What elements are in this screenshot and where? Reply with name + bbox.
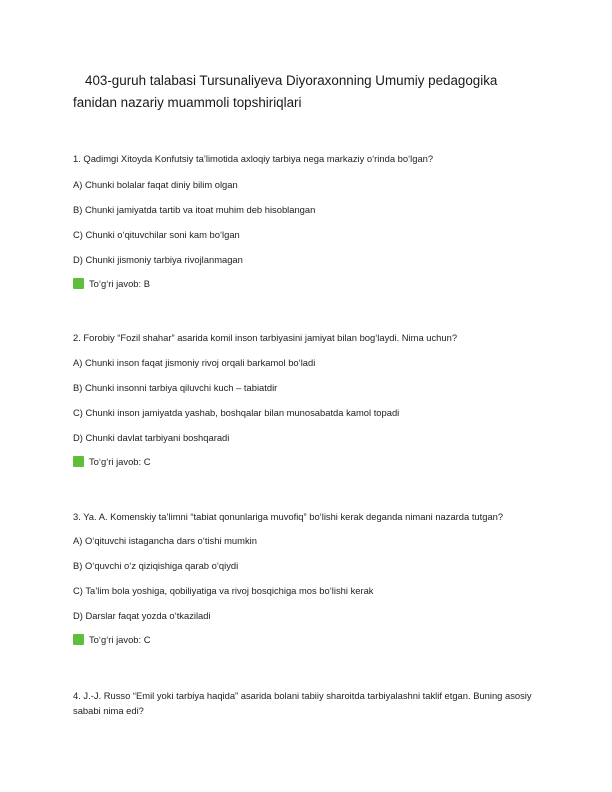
option-d: D) Chunki davlat tarbiyani boshqaradi (73, 432, 230, 443)
option-b: B) Chunki jamiyatda tartib va itoat muhim deb hisoblangan (73, 204, 316, 215)
question-text: 2. Forobiy “Fozil shahar” asarida komil inson tarbiyasini jamiyat bilan bog‘laydi. Nima uchun? (73, 332, 458, 343)
question-block-3 (73, 509, 553, 645)
option-c: C) Chunki o‘qituvchilar soni kam bo‘lgan (73, 229, 240, 240)
green-check-square-icon (73, 278, 84, 289)
option-c: C) Chunki inson jamiyatda yashab, boshqalar bilan munosabatda kamol topadi (73, 407, 400, 418)
question-block-2 (73, 330, 553, 467)
document-title: 403-guruh talabasi Tursunaliyeva Diyoraxonning Umumiy pedagogika fanidan nazariy muammoli topshiriqlari (73, 73, 498, 110)
question-block-4 (73, 688, 553, 718)
correct-answer (73, 634, 150, 645)
correct-answer (73, 278, 150, 289)
option-a: A) Chunki bolalar faqat diniy bilim olgan (73, 179, 238, 190)
option-b: B) Chunki insonni tarbiya qiluvchi kuch – tabiatdir (73, 382, 278, 393)
option-a: A) O‘qituvchi istagancha dars o‘tishi mumkin (73, 535, 257, 546)
correct-answer-text: To‘g‘ri javob: C (89, 634, 151, 645)
option-b: B) O‘quvchi o‘z qiziqishiga qarab o‘qiydi (73, 560, 239, 571)
question-text: 4. J.-J. Russo “Emil yoki tarbiya haqida” asarida bolani tabiiy sharoitda tarbiyalashni taklif etgan. Buning asosiy sababi nima edi? (73, 690, 532, 716)
correct-answer-text: To‘g‘ri javob: C (89, 456, 151, 467)
question-block-1 (73, 151, 553, 289)
option-c: C) Ta’lim bola yoshiga, qobiliyatiga va rivoj bosqichiga mos bo‘lishi kerak (73, 585, 374, 596)
option-d: D) Darslar faqat yozda o‘tkaziladi (73, 610, 211, 621)
question-text: 3. Ya. A. Komenskiy ta’limni “tabiat qonunlariga muvofiq” bo‘lishi kerak deganda nimani nazarda tutgan? (73, 511, 504, 522)
option-a: A) Chunki inson faqat jismoniy rivoj orqali barkamol bo‘ladi (73, 357, 316, 368)
option-d: D) Chunki jismoniy tarbiya rivojlanmagan (73, 254, 243, 265)
correct-answer-text: To‘g‘ri javob: B (89, 278, 150, 289)
correct-answer (73, 456, 150, 467)
green-check-square-icon (73, 456, 84, 467)
question-text: 1. Qadimgi Xitoyda Konfutsiy ta’limotida axloqiy tarbiya nega markaziy o‘rinda bo‘lgan? (73, 153, 434, 164)
green-check-square-icon (73, 634, 84, 645)
